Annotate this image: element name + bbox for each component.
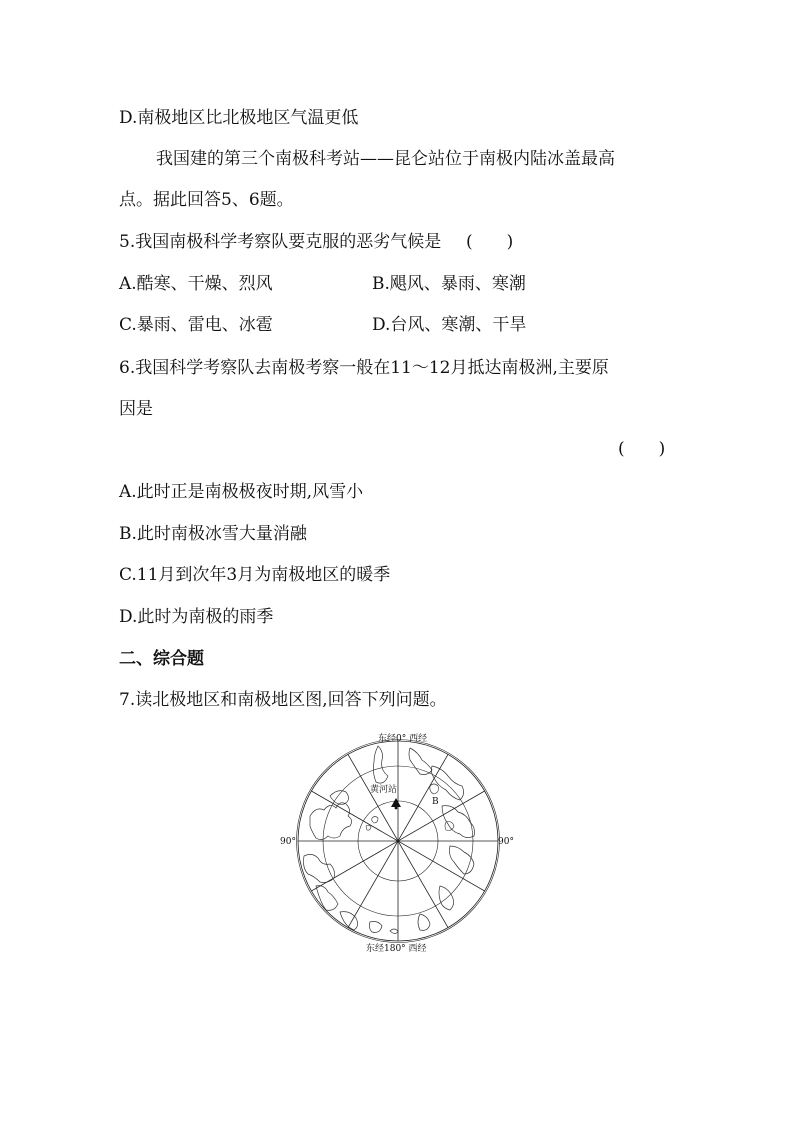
passage-line-1: 我国建的第三个南极科考站——昆仑站位于南极内陆冰盖最高 xyxy=(156,149,615,169)
q6-option-d: D.此时为南极的雨季 xyxy=(119,607,274,627)
north-pole-map xyxy=(270,726,530,958)
q6-option-c: C.11月到次年3月为南极地区的暖季 xyxy=(119,565,391,585)
map-coastlines xyxy=(304,746,475,934)
q5-answer-paren: ( ) xyxy=(466,232,514,252)
q4-option-d: D.南极地区比北极地区气温更低 xyxy=(119,108,359,128)
map-left-label: 90° xyxy=(280,837,296,847)
map-bottom-label: 东经180° 西经 xyxy=(366,944,427,954)
q6-stem-line-2: 因是 xyxy=(119,399,153,419)
q7-stem: 7.读北极地区和南极地区图,回答下列问题。 xyxy=(119,690,447,710)
map-top-label: 东经0° 西经 xyxy=(378,734,428,744)
q6-option-a: A.此时正是南极极夜时期,风雪小 xyxy=(119,482,364,502)
map-station-label: 黄河站 xyxy=(370,785,398,795)
map-right-label: 90° xyxy=(498,837,514,847)
passage-line-2: 点。据此回答5、6题。 xyxy=(119,190,294,210)
q5-option-d: D.台风、寒潮、干旱 xyxy=(372,315,527,335)
q6-stem-line-1: 6.我国科学考察队去南极考察一般在11～12月抵达南极洲,主要原 xyxy=(119,358,609,378)
map-graticule xyxy=(297,740,500,943)
map-region-label: B xyxy=(432,797,439,807)
q6-answer-paren: ( ) xyxy=(618,439,666,459)
q6-option-b: B.此时南极冰雪大量消融 xyxy=(119,524,307,544)
q5-option-a: A.酷寒、干燥、烈风 xyxy=(119,274,273,294)
map-station-marker xyxy=(391,798,401,809)
q5-stem: 5.我国南极科学考察队要克服的恶劣气候是 xyxy=(119,232,442,252)
section-2-title: 二、综合题 xyxy=(119,649,204,669)
q5-option-c: C.暴雨、雷电、冰雹 xyxy=(119,315,273,335)
q5-option-b: B.飓风、暴雨、寒潮 xyxy=(372,274,526,294)
